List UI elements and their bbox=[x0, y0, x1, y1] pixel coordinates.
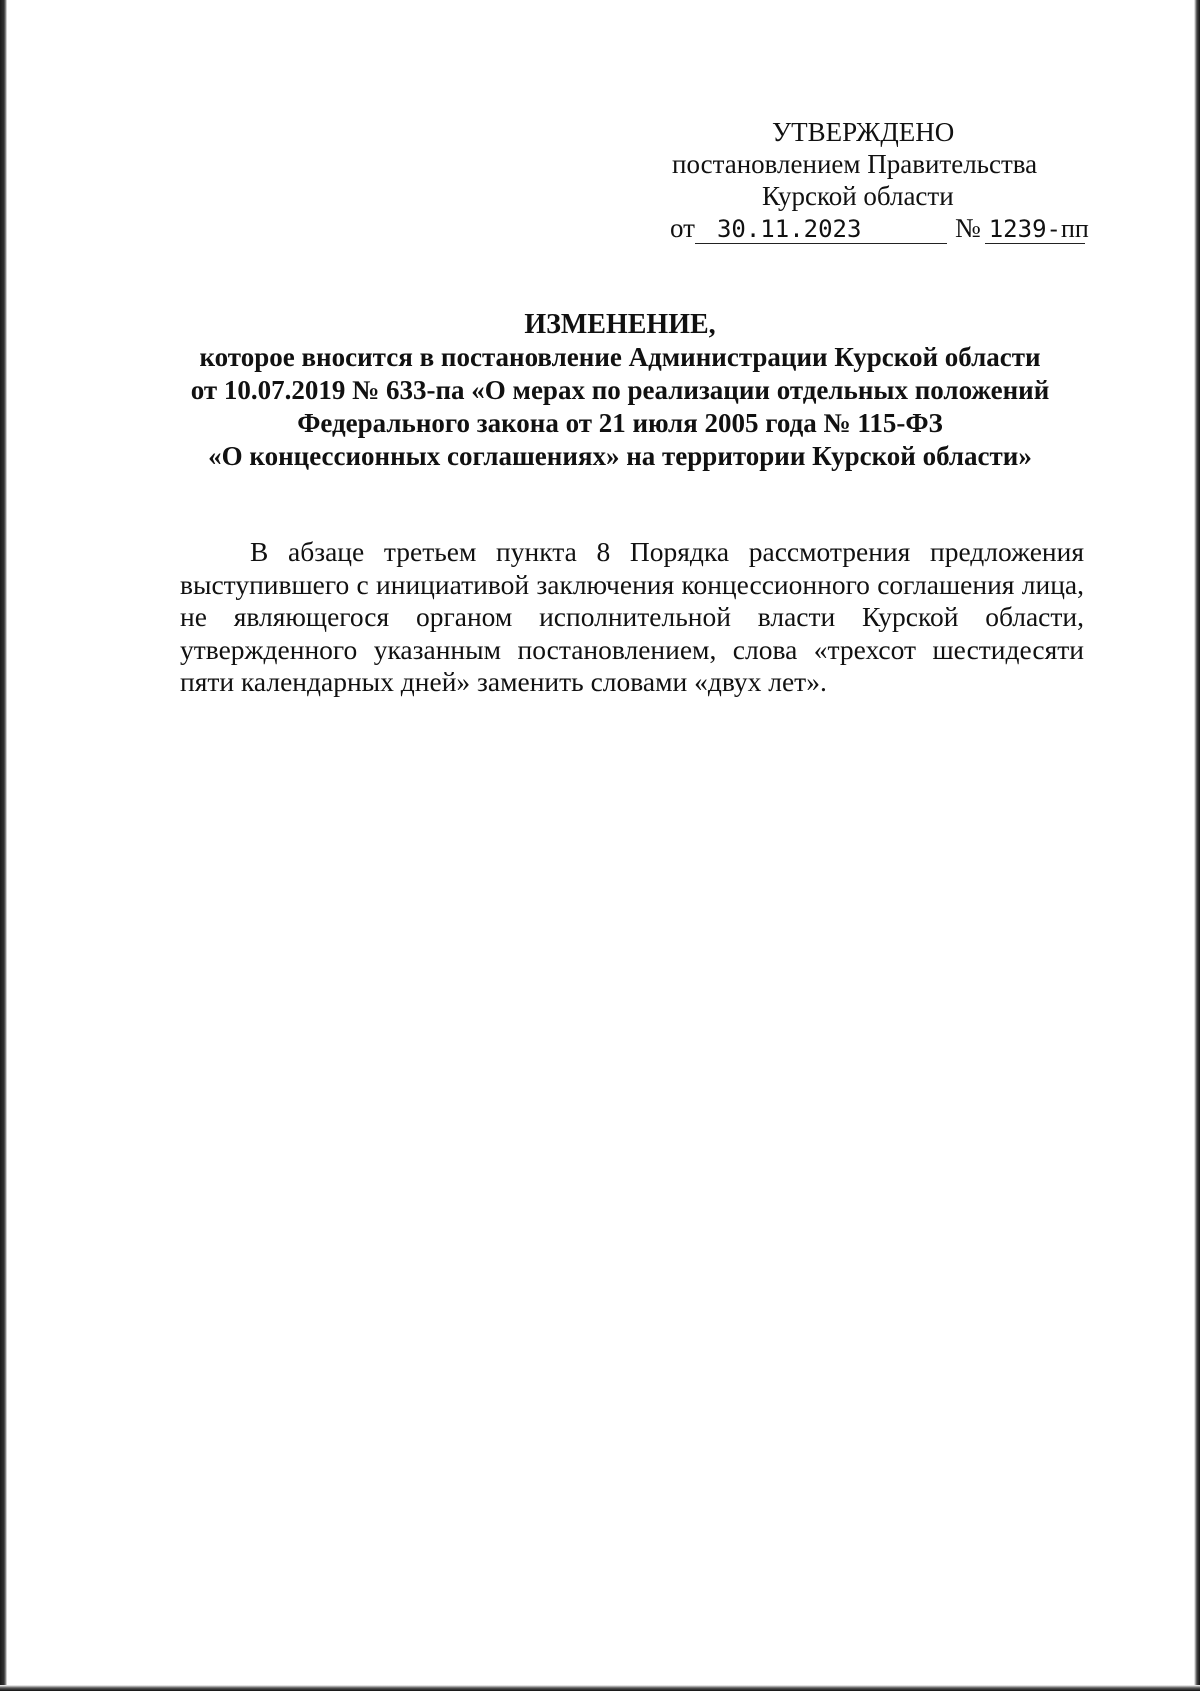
title-heading: ИЗМЕНЕНИЕ, bbox=[524, 309, 716, 340]
title-line-4: «О концессионных соглашениях» на территории Курской области» bbox=[208, 441, 1032, 471]
date-prefix: от bbox=[670, 213, 695, 243]
scan-edge-bottom bbox=[0, 1685, 1200, 1691]
title-line-2: от 10.07.2019 № 633-па «О мерах по реализации отдельных положений bbox=[190, 375, 1050, 405]
approved-by-decree: постановлением Правительства bbox=[672, 149, 1038, 179]
title-line-1: которое вносится в постановление Администрации Курской области bbox=[199, 342, 1041, 372]
number-sign: № bbox=[954, 213, 981, 243]
scan-edge-left bbox=[0, 0, 7, 1691]
approved-region: Курской области bbox=[762, 181, 954, 211]
approved-label: УТВЕРЖДЕНО bbox=[772, 117, 955, 147]
approval-date-number-line bbox=[660, 212, 1100, 244]
decree-number-suffix: пп bbox=[1060, 214, 1089, 243]
decree-number-value: 1239- bbox=[988, 215, 1061, 243]
decree-number-field bbox=[985, 214, 1089, 244]
approval-stamp bbox=[660, 116, 1100, 244]
title-line-3: Федерального закона от 21 июля 2005 года № 115-ФЗ bbox=[297, 408, 943, 438]
body-paragraph: В абзаце третьем пункта 8 Порядка рассмотрения предложения выступившего с инициативой заключения концессионного соглашения лица, не являющегося органом исполнительной власти Курской области, утвержденного указанным постановлением, слова «трехсот шестидесяти пяти календарных дней» заменить словами «двух лет». bbox=[180, 536, 1084, 697]
document-title bbox=[160, 308, 1080, 473]
decree-date-field: 30.11.2023 bbox=[695, 215, 947, 244]
scan-edge-right bbox=[1194, 0, 1200, 1691]
